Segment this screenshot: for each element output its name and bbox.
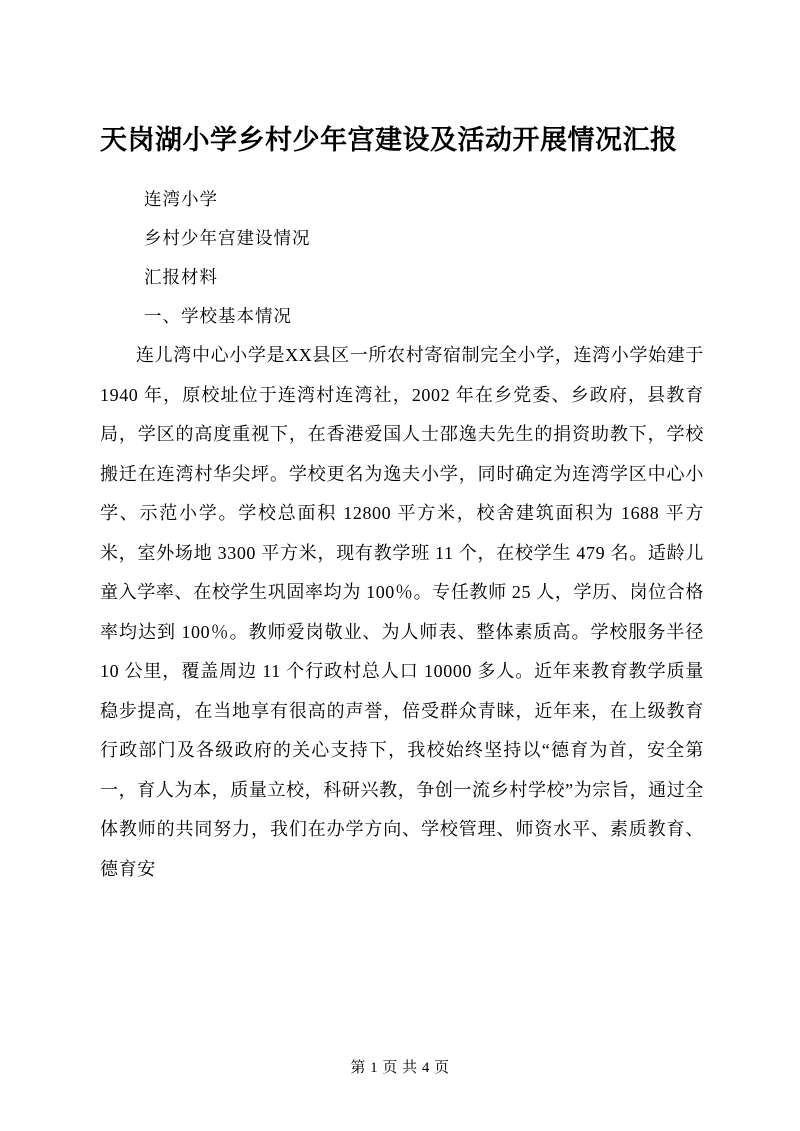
document-content xyxy=(100,120,704,889)
section-heading-1: 一、学校基本情况 xyxy=(144,306,292,326)
subtitle-line-material: 汇报材料 xyxy=(144,267,218,287)
subtitle-line-topic: 乡村少年宫建设情况 xyxy=(144,228,311,248)
page-footer: 第 1 页 共 4 页 xyxy=(350,1060,450,1076)
subtitle-line-school: 连湾小学 xyxy=(144,189,218,209)
page-title: 天岗湖小学乡村少年宫建设及活动开展情况汇报 xyxy=(100,125,678,155)
body-paragraph-1: 连儿湾中心小学是XX县区一所农村寄宿制完全小学，连湾小学始建于 1940 年，原校址位于连湾村连湾社，2002 年在乡党委、乡政府，县教育局，学区的高度重视下，在香港爱国人士邵逸夫先生的捐资助教下，学校搬迁在连湾村华尖坪。学校更名为逸夫小学，同时确定为连湾学区中心小学、示范小学。学校总面积 12800 平方米，校舍建筑面积为 1688 平方米，室外场地 3300 平方米，现有教学班 11 个，在校学生 479 名。适龄儿童入学率、在校学生巩固率均为 100％。专任教师 25 人，学历、岗位合格率均达到 100％。教师爱岗敬业、为人师表、整体素质高。学校服务半径 10 公里，覆盖周边 11 个行政村总人口 10000 多人。近年来教育教学质量稳步提高，在当地享有很高的声誉，倍受群众青睐，近年来，在上级教育行政部门及各级政府的关心支持下，我校始终坚持以“德育为首，安全第一，育人为本，质量立校，科研兴教，争创一流乡村学校”为宗旨，通过全体教师的共同努力，我们在办学方向、学校管理、师资水平、素质教育、德育安 xyxy=(100,345,704,879)
